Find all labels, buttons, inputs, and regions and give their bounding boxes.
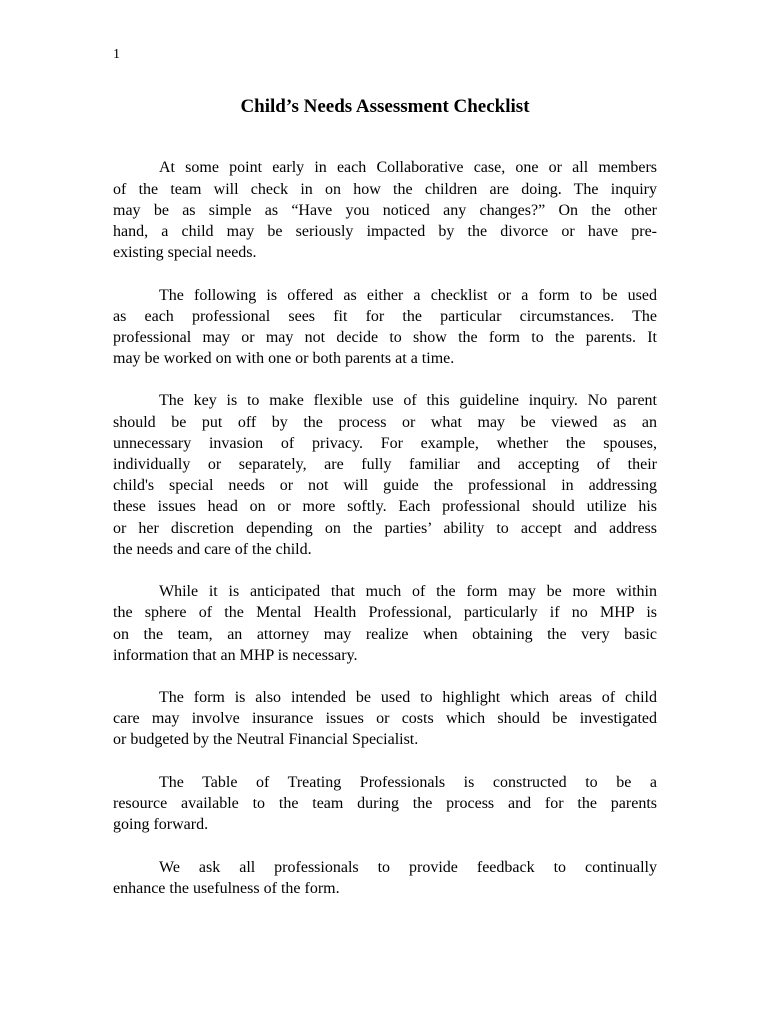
- paragraph-line: We ask all professionals to provide feedback to continually: [159, 858, 657, 876]
- body-paragraph: [113, 772, 657, 836]
- paragraph-line: of the team will check in on how the children are doing. The inquiry: [113, 180, 657, 198]
- paragraph-line: existing special needs.: [113, 244, 257, 262]
- paragraph-line: The Table of Treating Professionals is constructed to be a: [159, 773, 657, 791]
- paragraph-line: care may involve insurance issues or costs which should be investigated: [113, 710, 657, 728]
- document-body: [113, 157, 657, 899]
- paragraph-line: professional may or may not decide to show the form to the parents. It: [113, 328, 657, 346]
- paragraph-line: The key is to make flexible use of this guideline inquiry. No parent: [159, 392, 657, 410]
- body-paragraph: [113, 687, 657, 751]
- paragraph-line: child's special needs or not will guide the professional in addressing: [113, 477, 657, 495]
- paragraph-line: At some point early in each Collaborative case, one or all members: [159, 159, 657, 177]
- page-number: 1: [113, 47, 120, 62]
- paragraph-line: or budgeted by the Neutral Financial Specialist.: [113, 731, 419, 749]
- paragraph-line: individually or separately, are fully familiar and accepting of their: [113, 456, 657, 474]
- paragraph-line: While it is anticipated that much of the form may be more within: [159, 583, 657, 601]
- paragraph-line: The form is also intended be used to highlight which areas of child: [159, 689, 657, 707]
- body-paragraph: [113, 285, 657, 370]
- paragraph-line: going forward.: [113, 816, 209, 834]
- paragraph-line: on the team, an attorney may realize when obtaining the very basic: [113, 625, 657, 643]
- paragraph-line: resource available to the team during the process and for the parents: [113, 795, 657, 813]
- paragraph-line: the sphere of the Mental Health Professional, particularly if no MHP is: [113, 604, 657, 622]
- paragraph-line: The following is offered as either a checklist or a form to be used: [159, 286, 657, 304]
- paragraph-line: the needs and care of the child.: [113, 540, 312, 558]
- paragraph-line: or her discretion depending on the parties’ ability to accept and address: [113, 519, 657, 537]
- body-paragraph: [113, 157, 657, 263]
- paragraph-line: may be as simple as “Have you noticed any changes?” On the other: [113, 201, 657, 219]
- paragraph-line: hand, a child may be seriously impacted by the divorce or have pre-: [113, 222, 657, 240]
- paragraph-line: unnecessary invasion of privacy. For example, whether the spouses,: [113, 434, 657, 452]
- paragraph-line: these issues head on or more softly. Each professional should utilize his: [113, 498, 657, 516]
- body-paragraph: [113, 581, 657, 666]
- document-title: Child’s Needs Assessment Checklist: [240, 96, 530, 117]
- paragraph-line: may be worked on with one or both parents at a time.: [113, 350, 455, 368]
- paragraph-line: information that an MHP is necessary.: [113, 646, 358, 664]
- body-paragraph: [113, 390, 657, 560]
- paragraph-line: should be put off by the process or what may be viewed as an: [113, 413, 657, 431]
- paragraph-line: as each professional sees fit for the particular circumstances. The: [113, 307, 657, 325]
- paragraph-line: enhance the usefulness of the form.: [113, 879, 340, 897]
- body-paragraph: [113, 857, 657, 899]
